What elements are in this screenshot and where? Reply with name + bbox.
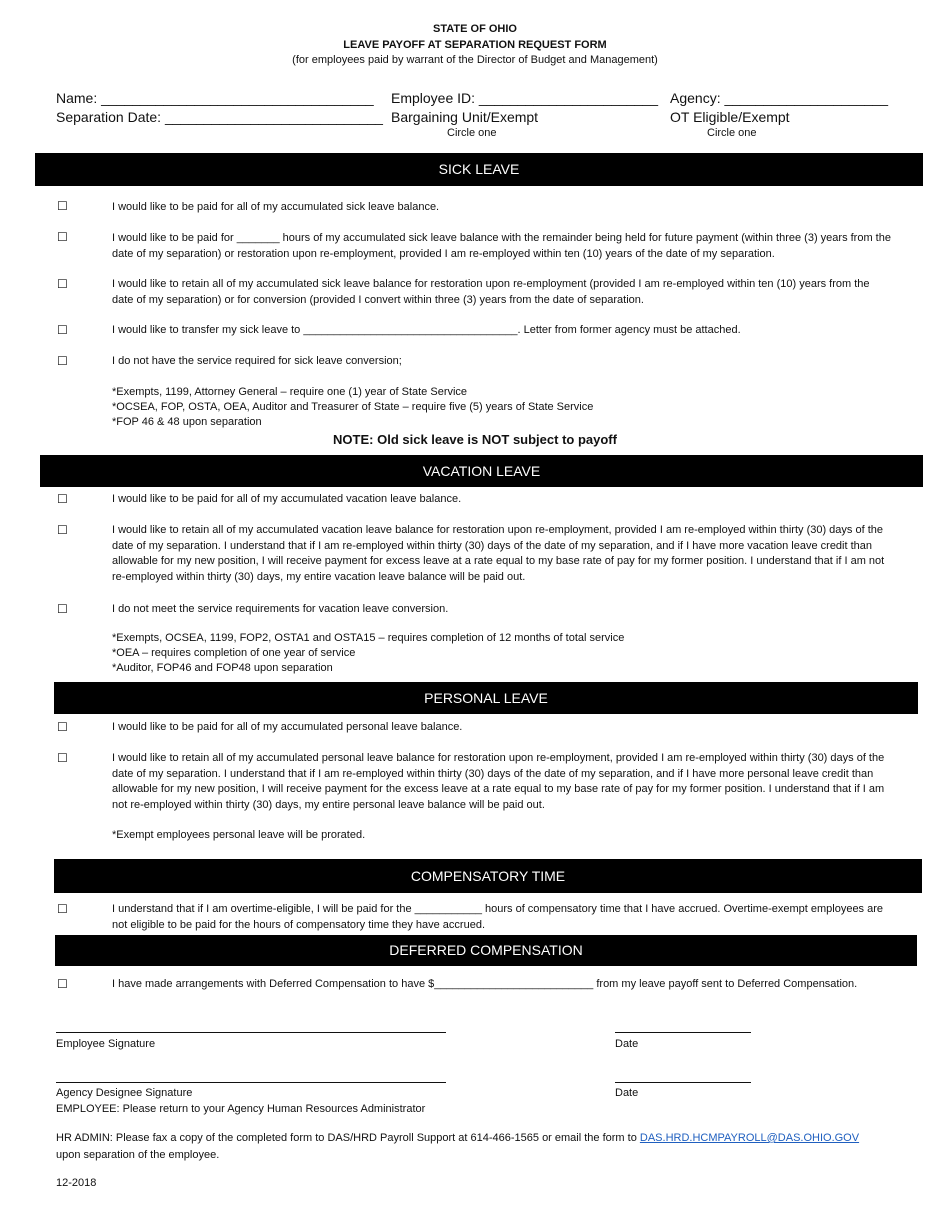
sick-leave-header: SICK LEAVE [35,153,923,186]
comp-option: I understand that if I am overtime-eligible, I will be paid for the ___________ hours of compensatory time that I have accrued. Overtime-exempt employees are not eligible to be paid for the hours of compensatory time they have accrued. [112,903,884,931]
payroll-email-link[interactable]: DAS.HRD.HCMPAYROLL@DAS.OHIO.GOV [639,1132,860,1144]
designee-date-line[interactable] [615,1082,751,1083]
personal-checkbox-1[interactable]: ☐ [57,720,68,734]
sick-option-4: I would like to transfer my sick leave to ___________________________________. Letter from former agency must be attached. [112,324,741,336]
sick-option-2: I would like to be paid for _______ hours of my accumulated sick leave balance with the remainder being held for future payment (within three (3) years from the date of my separation) or restoration upon re-employment, provided I am re-employed within ten (10) years of the date of my separation. [112,232,891,260]
sick-note-3: *FOP 46 & 48 upon separation [112,416,262,428]
employee-id-field[interactable]: Employee ID: _______________________ [391,90,659,106]
sick-option-1: I would like to be paid for all of my accumulated sick leave balance. [112,201,440,213]
employee-signature-line[interactable] [56,1032,446,1033]
personal-leave-header: PERSONAL LEAVE [54,682,918,714]
bargaining-unit-option[interactable]: Bargaining Unit/Exempt [391,109,539,125]
vacation-option-2: I would like to retain all of my accumulated vacation leave balance for restoration upon re-employment, provided I am re-employed within thirty (30) days of the date of my separation. I understand that if I am re-employed within thirty (30) days of the date of my separation, and if I have more vacation leave credit than allowable for my new position, I will receive payment for excess leave at a rate equal to my base rate of pay for my former position. I understand that if I am not re-employed within thirty (30) days, my entire vacation leave balance will be paid out. [112,524,885,583]
vacation-checkbox-1[interactable]: ☐ [57,492,68,506]
sick-checkbox-2[interactable]: ☐ [57,230,68,244]
sick-note-2: *OCSEA, FOP, OSTA, OEA, Auditor and Treasurer of State – require five (5) years of State Service [112,401,594,413]
sick-note-1: *Exempts, 1199, Attorney General – require one (1) year of State Service [112,386,468,398]
designee-signature-line[interactable] [56,1082,446,1083]
state-heading: STATE OF OHIO [433,23,517,35]
ot-eligible-option[interactable]: OT Eligible/Exempt [670,109,790,125]
form-title: LEAVE PAYOFF AT SEPARATION REQUEST FORM [343,39,607,51]
compensatory-time-header: COMPENSATORY TIME [54,859,922,893]
vacation-checkbox-3[interactable]: ☐ [57,602,68,616]
sick-checkbox-1[interactable]: ☐ [57,199,68,213]
deferred-checkbox[interactable]: ☐ [57,977,68,991]
personal-option-2: I would like to retain all of my accumulated personal leave balance for restoration upon re-employment, provided I am re-employed within thirty (30) days of the date of my separation. I understand that if I am re-employed within thirty (30) days of the date of my separation, and if I have more personal leave credit than allowable for my new position, I will receive payment for the excess leave at a rate equal to my base rate of pay for my former position. I understand that if I am not re-employed within thirty (30) days, my entire personal leave balance will be paid out. [112,752,885,811]
employee-signature-label: Employee Signature [56,1038,156,1050]
vacation-note-3: *Auditor, FOP46 and FOP48 upon separation [112,662,333,674]
designee-date-label: Date [615,1087,639,1099]
personal-note: *Exempt employees personal leave will be prorated. [112,829,366,841]
separation-date-field[interactable]: Separation Date: ____________________________ [56,109,383,125]
employee-return-note: EMPLOYEE: Please return to your Agency Human Resources Administrator [56,1103,426,1115]
ot-hint: Circle one [707,127,757,139]
sick-option-3: I would like to retain all of my accumulated sick leave balance for restoration upon re-employment (provided I am re-employed within ten (10) years from the date of my separation) or for conversion (provided I convert within three (3) years from the date of separation. [112,278,870,306]
sick-checkbox-5[interactable]: ☐ [57,354,68,368]
comp-checkbox[interactable]: ☐ [57,902,68,916]
deferred-option: I have made arrangements with Deferred Compensation to have $__________________________ from my leave payoff sent to Deferred Compensation. [112,978,858,990]
bargaining-hint: Circle one [447,127,497,139]
vacation-leave-header: VACATION LEAVE [40,455,923,487]
sick-bold-note: NOTE: Old sick leave is NOT subject to payoff [333,432,617,447]
employee-date-line[interactable] [615,1032,751,1033]
vacation-note-2: *OEA – requires completion of one year of service [112,647,356,659]
hr-admin-instructions [56,1132,916,1144]
vacation-note-1: *Exempts, OCSEA, 1199, FOP2, OSTA1 and OSTA15 – requires completion of 12 months of total service [112,632,625,644]
vacation-option-3: I do not meet the service requirements for vacation leave conversion. [112,603,449,615]
personal-option-1: I would like to be paid for all of my accumulated personal leave balance. [112,721,463,733]
agency-field[interactable]: Agency: _____________________ [670,90,888,106]
designee-signature-label: Agency Designee Signature [56,1087,193,1099]
personal-checkbox-2[interactable]: ☐ [57,751,68,765]
name-field[interactable]: Name: ___________________________________ [56,90,374,106]
vacation-option-1: I would like to be paid for all of my accumulated vacation leave balance. [112,493,462,505]
vacation-checkbox-2[interactable]: ☐ [57,523,68,537]
employee-date-label: Date [615,1038,639,1050]
sick-checkbox-4[interactable]: ☐ [57,323,68,337]
form-version: 12-2018 [56,1177,97,1189]
hr-admin-text: HR ADMIN: Please fax a copy of the completed form to DAS/HRD Payroll Support at 614-466-1565 or email the form to [56,1132,640,1144]
hr-admin-text-2: upon separation of the employee. [56,1149,220,1161]
sick-option-5: I do not have the service required for sick leave conversion; [112,355,402,367]
form-subtitle: (for employees paid by warrant of the Director of Budget and Management) [292,54,658,66]
sick-checkbox-3[interactable]: ☐ [57,277,68,291]
deferred-compensation-header: DEFERRED COMPENSATION [55,935,917,966]
